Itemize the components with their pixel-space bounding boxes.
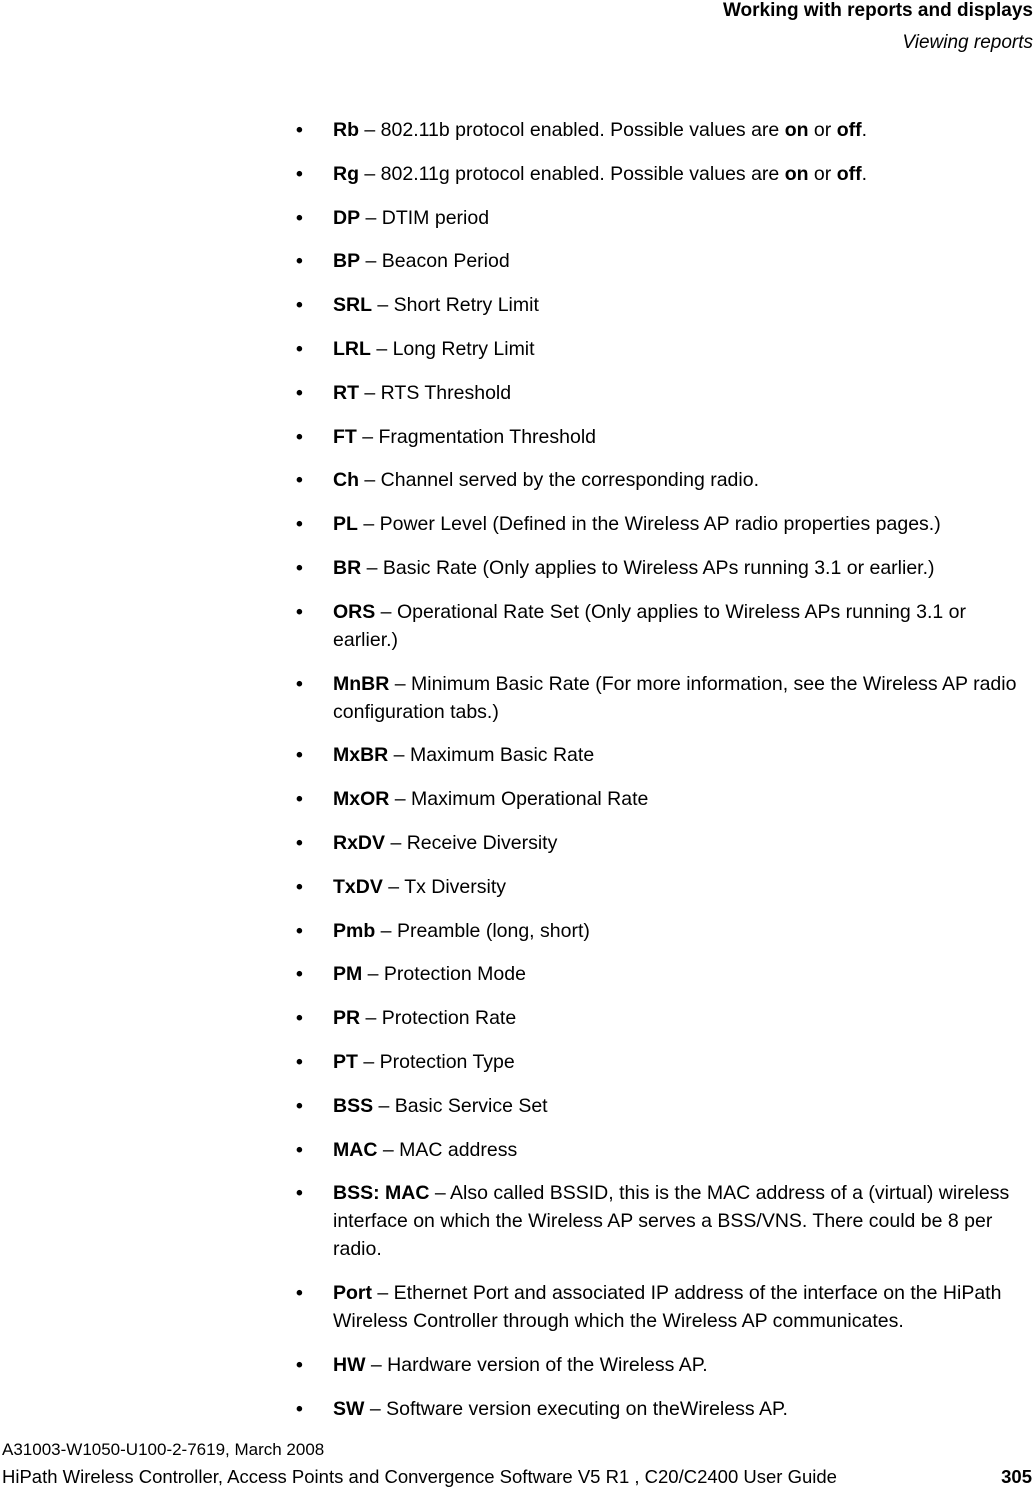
list-item xyxy=(0,598,1035,654)
description: – Protection Rate xyxy=(360,1007,517,1030)
description: – Basic Rate (Only applies to Wireless APs running 3.1 or earlier.) xyxy=(361,556,935,579)
bullet: • xyxy=(296,119,303,141)
list-item xyxy=(0,1004,1035,1032)
term: BP xyxy=(333,250,361,273)
bullet: • xyxy=(296,469,303,492)
list-item xyxy=(0,247,1035,275)
description: – Long Retry Limit xyxy=(370,337,535,360)
bullet: • xyxy=(296,919,303,942)
bullet: • xyxy=(296,1397,303,1420)
term: HW xyxy=(333,1353,366,1376)
term: PR xyxy=(333,1007,361,1030)
term: DP xyxy=(333,206,361,229)
list-item xyxy=(0,1092,1035,1120)
description: – Tx Diversity xyxy=(382,875,507,898)
bullet: • xyxy=(296,875,303,898)
bullet: • xyxy=(296,1353,303,1376)
list-item xyxy=(0,829,1035,857)
description: – Beacon Period xyxy=(360,250,510,273)
term: LRL xyxy=(333,337,371,360)
term: PM xyxy=(333,963,363,986)
description: – Also called BSSID, this is the MAC address of a (virtual) wireless interface on which the Wireless AP serves a BSS/VNS. There could be 8 per radio. xyxy=(333,1182,1010,1261)
list-item xyxy=(0,1279,1035,1335)
description: – Maximum Basic Rate xyxy=(388,744,595,767)
running-header-title: Working with reports and displays xyxy=(722,0,1033,21)
description: – Protection Type xyxy=(357,1050,515,1073)
description: – Protection Mode xyxy=(362,963,526,986)
term: MAC xyxy=(333,1138,378,1161)
list-item xyxy=(0,423,1035,451)
term: MnBR xyxy=(333,672,390,695)
term: SW xyxy=(333,1397,365,1420)
description: – DTIM period xyxy=(360,206,490,229)
list-item xyxy=(0,1048,1035,1076)
running-header-subtitle: Viewing reports xyxy=(902,32,1033,53)
term: Port xyxy=(333,1282,372,1305)
list-item xyxy=(0,466,1035,494)
description: – Minimum Basic Rate (For more information, see the Wireless AP radio configuration tabs.) xyxy=(333,672,1017,723)
bullet: • xyxy=(296,1138,303,1161)
description: – Receive Diversity xyxy=(385,831,558,854)
description: – Short Retry Limit xyxy=(372,294,539,317)
list-item xyxy=(0,873,1035,901)
bullet: • xyxy=(296,600,303,623)
bullet: • xyxy=(296,963,303,986)
bullet: • xyxy=(296,294,303,317)
term: SRL xyxy=(333,294,372,317)
list-item xyxy=(0,960,1035,988)
list-item xyxy=(0,335,1035,363)
bullet: • xyxy=(296,337,303,360)
term: MxBR xyxy=(333,744,389,767)
footer-guide-title: HiPath Wireless Controller, Access Points and Convergence Software V5 R1 , C20/C2400 User Guide xyxy=(2,1466,837,1487)
list-item xyxy=(0,510,1035,538)
term: TxDV xyxy=(333,875,383,898)
description: – Maximum Operational Rate xyxy=(389,788,649,811)
description: – Preamble (long, short) xyxy=(375,919,590,942)
list-item xyxy=(0,1351,1035,1379)
bullet: • xyxy=(296,250,303,273)
list-item xyxy=(0,917,1035,945)
bullet: • xyxy=(296,513,303,536)
description: – Software version executing on theWireless AP. xyxy=(364,1397,788,1420)
term: Pmb xyxy=(333,919,376,942)
term: MxOR xyxy=(333,788,390,811)
term: RxDV xyxy=(333,831,386,854)
list-item xyxy=(0,291,1035,319)
bullet: • xyxy=(296,788,303,811)
abbreviation-list xyxy=(0,116,1035,1439)
bullet: • xyxy=(296,744,303,767)
description: – Fragmentation Threshold xyxy=(356,425,597,448)
description: – Channel served by the corresponding radio. xyxy=(359,469,759,492)
bullet: • xyxy=(296,1282,303,1305)
term: RT xyxy=(333,381,359,404)
description: – Hardware version of the Wireless AP. xyxy=(365,1353,708,1376)
page-number: 305 xyxy=(1001,1466,1032,1487)
list-item xyxy=(0,1395,1035,1423)
term: BR xyxy=(333,556,362,579)
term: PT xyxy=(333,1050,358,1073)
term: ORS xyxy=(333,600,376,623)
term: BSS: MAC xyxy=(333,1182,430,1205)
list-item xyxy=(0,741,1035,769)
bullet: • xyxy=(296,206,303,229)
bullet: • xyxy=(296,1182,303,1205)
bullet: • xyxy=(296,1007,303,1030)
list-item: • Rb – 802.11b protocol enabled. Possible values are on or off. xyxy=(0,116,1035,144)
description: – MAC address xyxy=(377,1138,518,1161)
list-item xyxy=(0,785,1035,813)
description: – Ethernet Port and associated IP address of the interface on the HiPath Wireless Controller through which the Wireless AP communicates. xyxy=(333,1282,1002,1333)
bullet: • xyxy=(296,162,303,185)
list-item xyxy=(0,1179,1035,1263)
list-item: • Rg – 802.11g protocol enabled. Possible values are on or off. xyxy=(0,160,1035,188)
footer-doc-id: A31003-W1050-U100-2-7619, March 2008 xyxy=(2,1440,325,1459)
term: Rb xyxy=(333,119,359,141)
term: Ch xyxy=(333,469,359,492)
bullet: • xyxy=(296,381,303,404)
bullet: • xyxy=(296,831,303,854)
description: – Operational Rate Set (Only applies to Wireless APs running 3.1 or earlier.) xyxy=(333,600,966,651)
description: – Power Level (Defined in the Wireless AP radio properties pages.) xyxy=(357,513,941,536)
description: – RTS Threshold xyxy=(359,381,512,404)
list-item xyxy=(0,379,1035,407)
term: PL xyxy=(333,513,358,536)
term: BSS xyxy=(333,1094,374,1117)
bullet: • xyxy=(296,425,303,448)
bullet: • xyxy=(296,1050,303,1073)
term: Rg xyxy=(333,162,359,185)
term: FT xyxy=(333,425,357,448)
bullet: • xyxy=(296,1094,303,1117)
bullet: • xyxy=(296,556,303,579)
list-item xyxy=(0,554,1035,582)
bullet: • xyxy=(296,672,303,695)
list-item xyxy=(0,670,1035,726)
description: – Basic Service Set xyxy=(373,1094,548,1117)
list-item xyxy=(0,204,1035,232)
list-item xyxy=(0,1136,1035,1164)
